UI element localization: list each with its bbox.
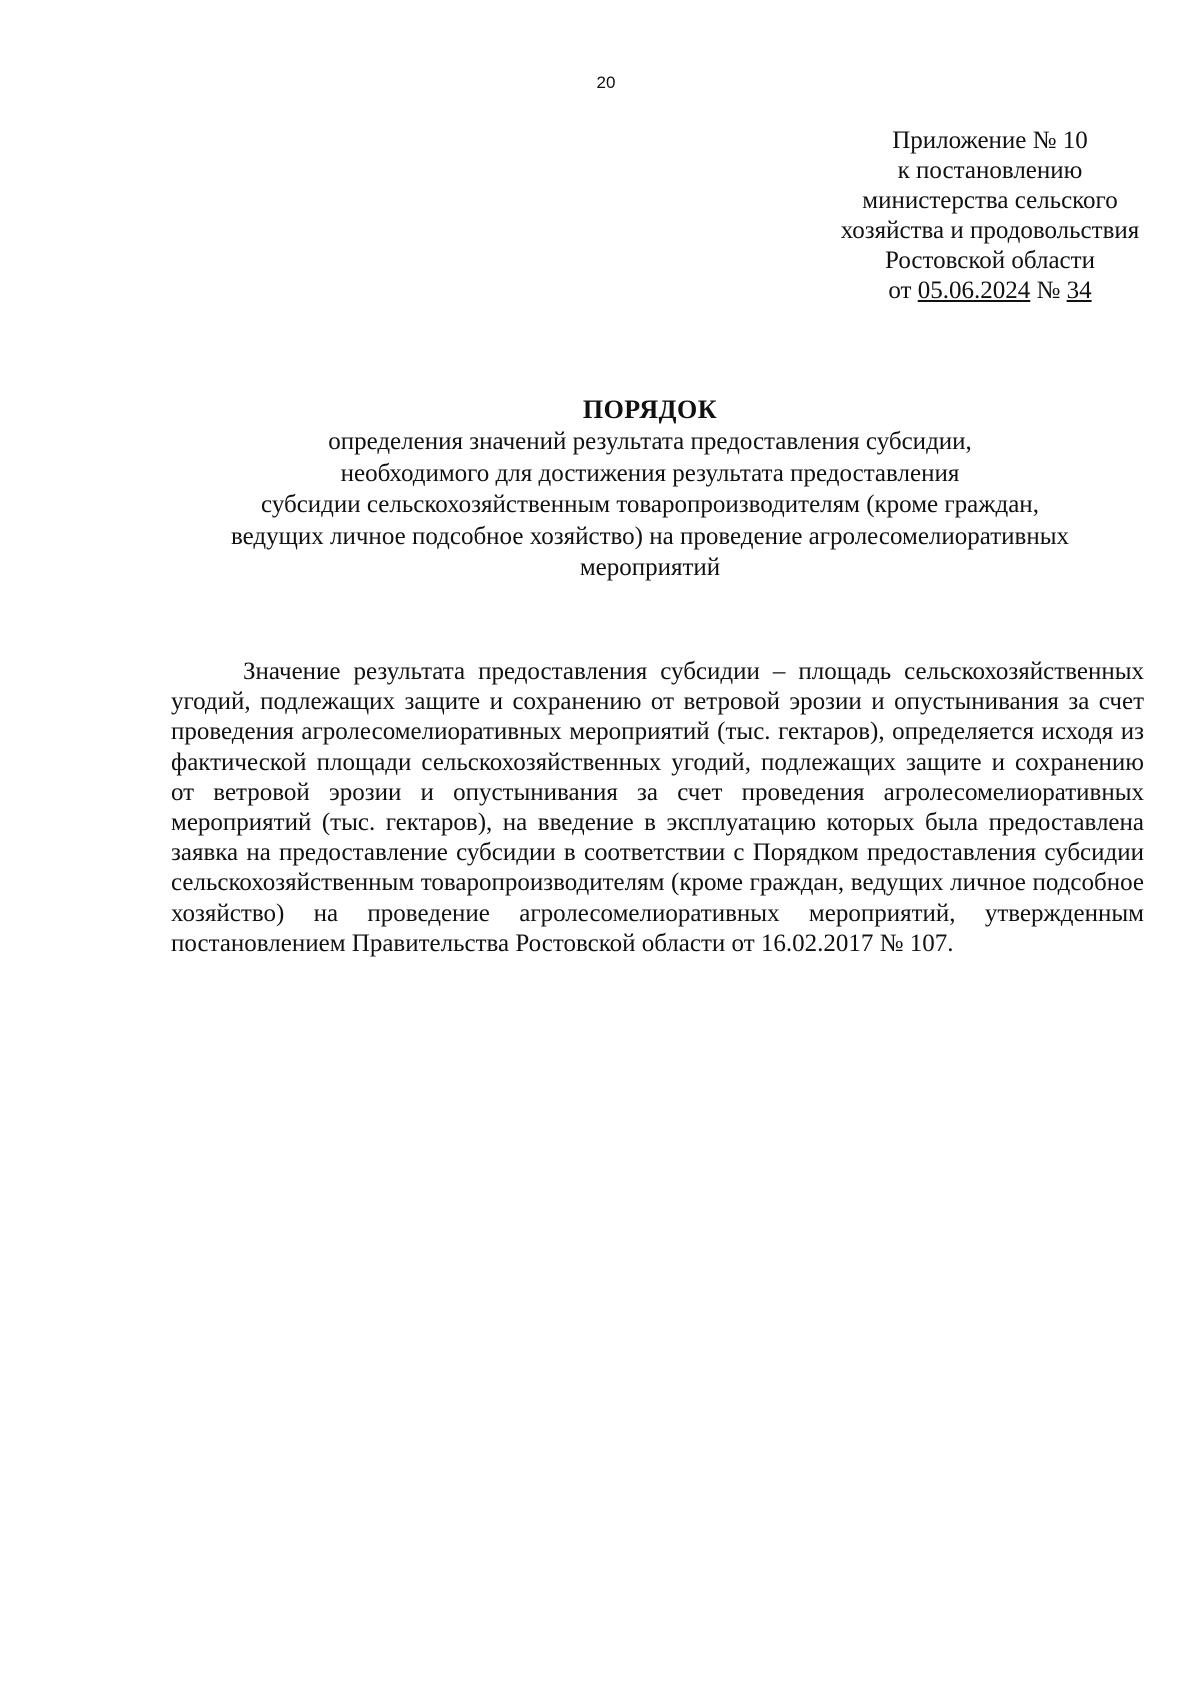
resolution-number: 34 <box>1066 277 1092 304</box>
document-subtitle <box>150 426 1150 584</box>
number-prefix: № <box>1036 277 1061 304</box>
appendix-header <box>780 126 1200 306</box>
subtitle-line: ведущих личное подсобное хозяйство) на проведение агролесомелиоративных <box>230 522 1070 550</box>
subtitle-line: необходимого для достижения результата предоставления <box>340 459 960 487</box>
date-prefix: от <box>888 277 912 304</box>
resolution-date: 05.06.2024 <box>917 277 1031 304</box>
subtitle-line: субсидии сельскохозяйственным товаропроизводителям (кроме граждан, <box>261 491 1039 518</box>
appendix-line: министерства сельского <box>862 187 1118 214</box>
appendix-line: Приложение № 10 <box>892 127 1088 154</box>
appendix-line: Ростовской области <box>885 247 1095 274</box>
appendix-date-line <box>780 276 1200 306</box>
title-block <box>150 394 1150 584</box>
appendix-line: хозяйства и продовольствия <box>840 217 1140 244</box>
page-number: 20 <box>596 73 616 92</box>
appendix-line: к постановлению <box>897 157 1083 184</box>
subtitle-line: определения значений результата предоставления субсидии, <box>328 428 972 455</box>
subtitle-line: мероприятий <box>579 554 721 581</box>
body-paragraph: Значение результата предоставления субсидии – площадь сельскохозяйственных угодий, подлежащих защите и сохранению от ветровой эрозии и опустынивания за счет проведения агролесомелиоративных мероприятий (тыс. гектаров), определяется исходя из фактической площади сельскохозяйственных угодий, подлежащих защите и сохранению от ветровой эрозии и опустынивания за счет проведения агролесомелиоративных мероприятий (тыс. гектаров), на введение в эксплуатацию которых была предоставлена заявка на предоставление субсидии в соответствии с Порядком предоставления субсидии сельскохозяйственным товаропроизводителям (кроме граждан, ведущих личное подсобное хозяйство) на проведение агролесомелиоративных мероприятий, утвержденным постановлением Правительства Ростовской области от 16.02.2017 № 107. <box>171 658 1144 957</box>
document-title: ПОРЯДОК <box>582 395 718 424</box>
